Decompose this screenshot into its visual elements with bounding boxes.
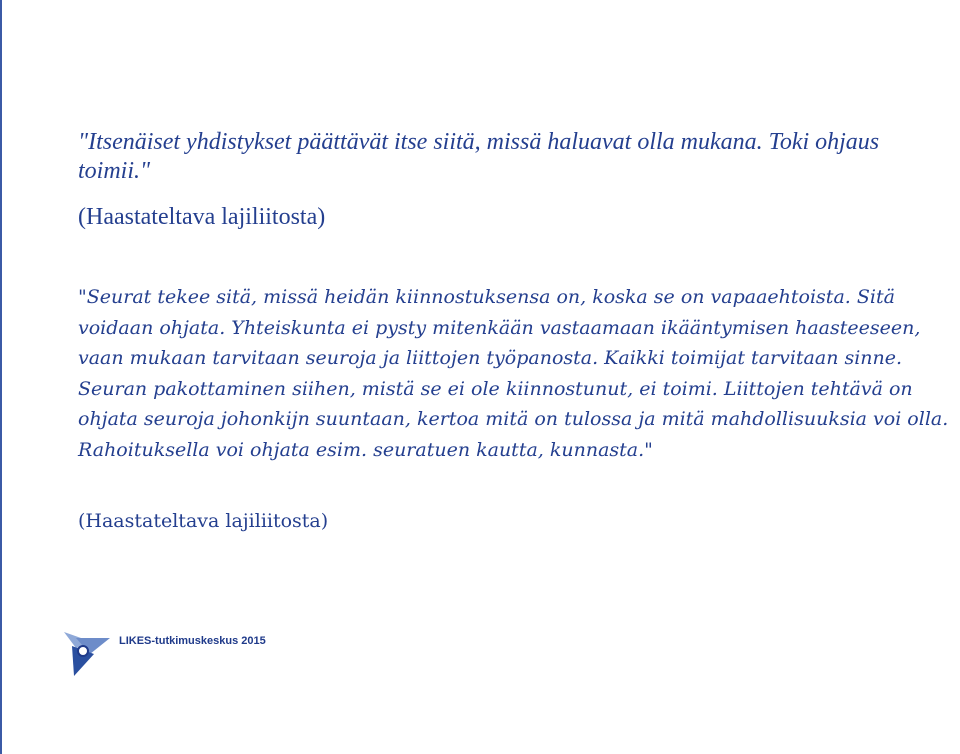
left-border-line [0, 0, 2, 754]
likes-logo-icon [64, 624, 110, 676]
quote-2-attribution: (Haastateltava lajiliitosta) [78, 510, 329, 532]
quote-1-text: "Itsenäiset yhdistykset päättävät itse siitä, missä haluavat olla mukana. Toki ohjaus toimii." [78, 129, 880, 184]
footer-organization: LIKES-tutkimuskeskus 2015 [119, 635, 266, 647]
quote-1-attribution: (Haastateltava lajiliitosta) [78, 204, 326, 230]
quote-2-text: "Seurat tekee sitä, missä heidän kiinnostuksensa on, koska se on vapaaehtoista. Sitä voidaan ohjata. Yhteiskunta ei pysty mitenkään vastaamaan ikääntymisen haasteeseen, vaan mukaan tarvitaan seuroja ja liittojen työpanosta. Kaikki toimijat tarvitaan sinne. Seuran pakottaminen siihen, mistä se ei ole kiinnostunut, ei toimi. Liittojen tehtävä on ohjata seuroja johonkijn suuntaan, kertoa mitä on tulossa ja mitä mahdollisuuksia voi olla. Rahoituksella voi ohjata esim. seuratuen kautta, kunnasta." [78, 286, 949, 461]
